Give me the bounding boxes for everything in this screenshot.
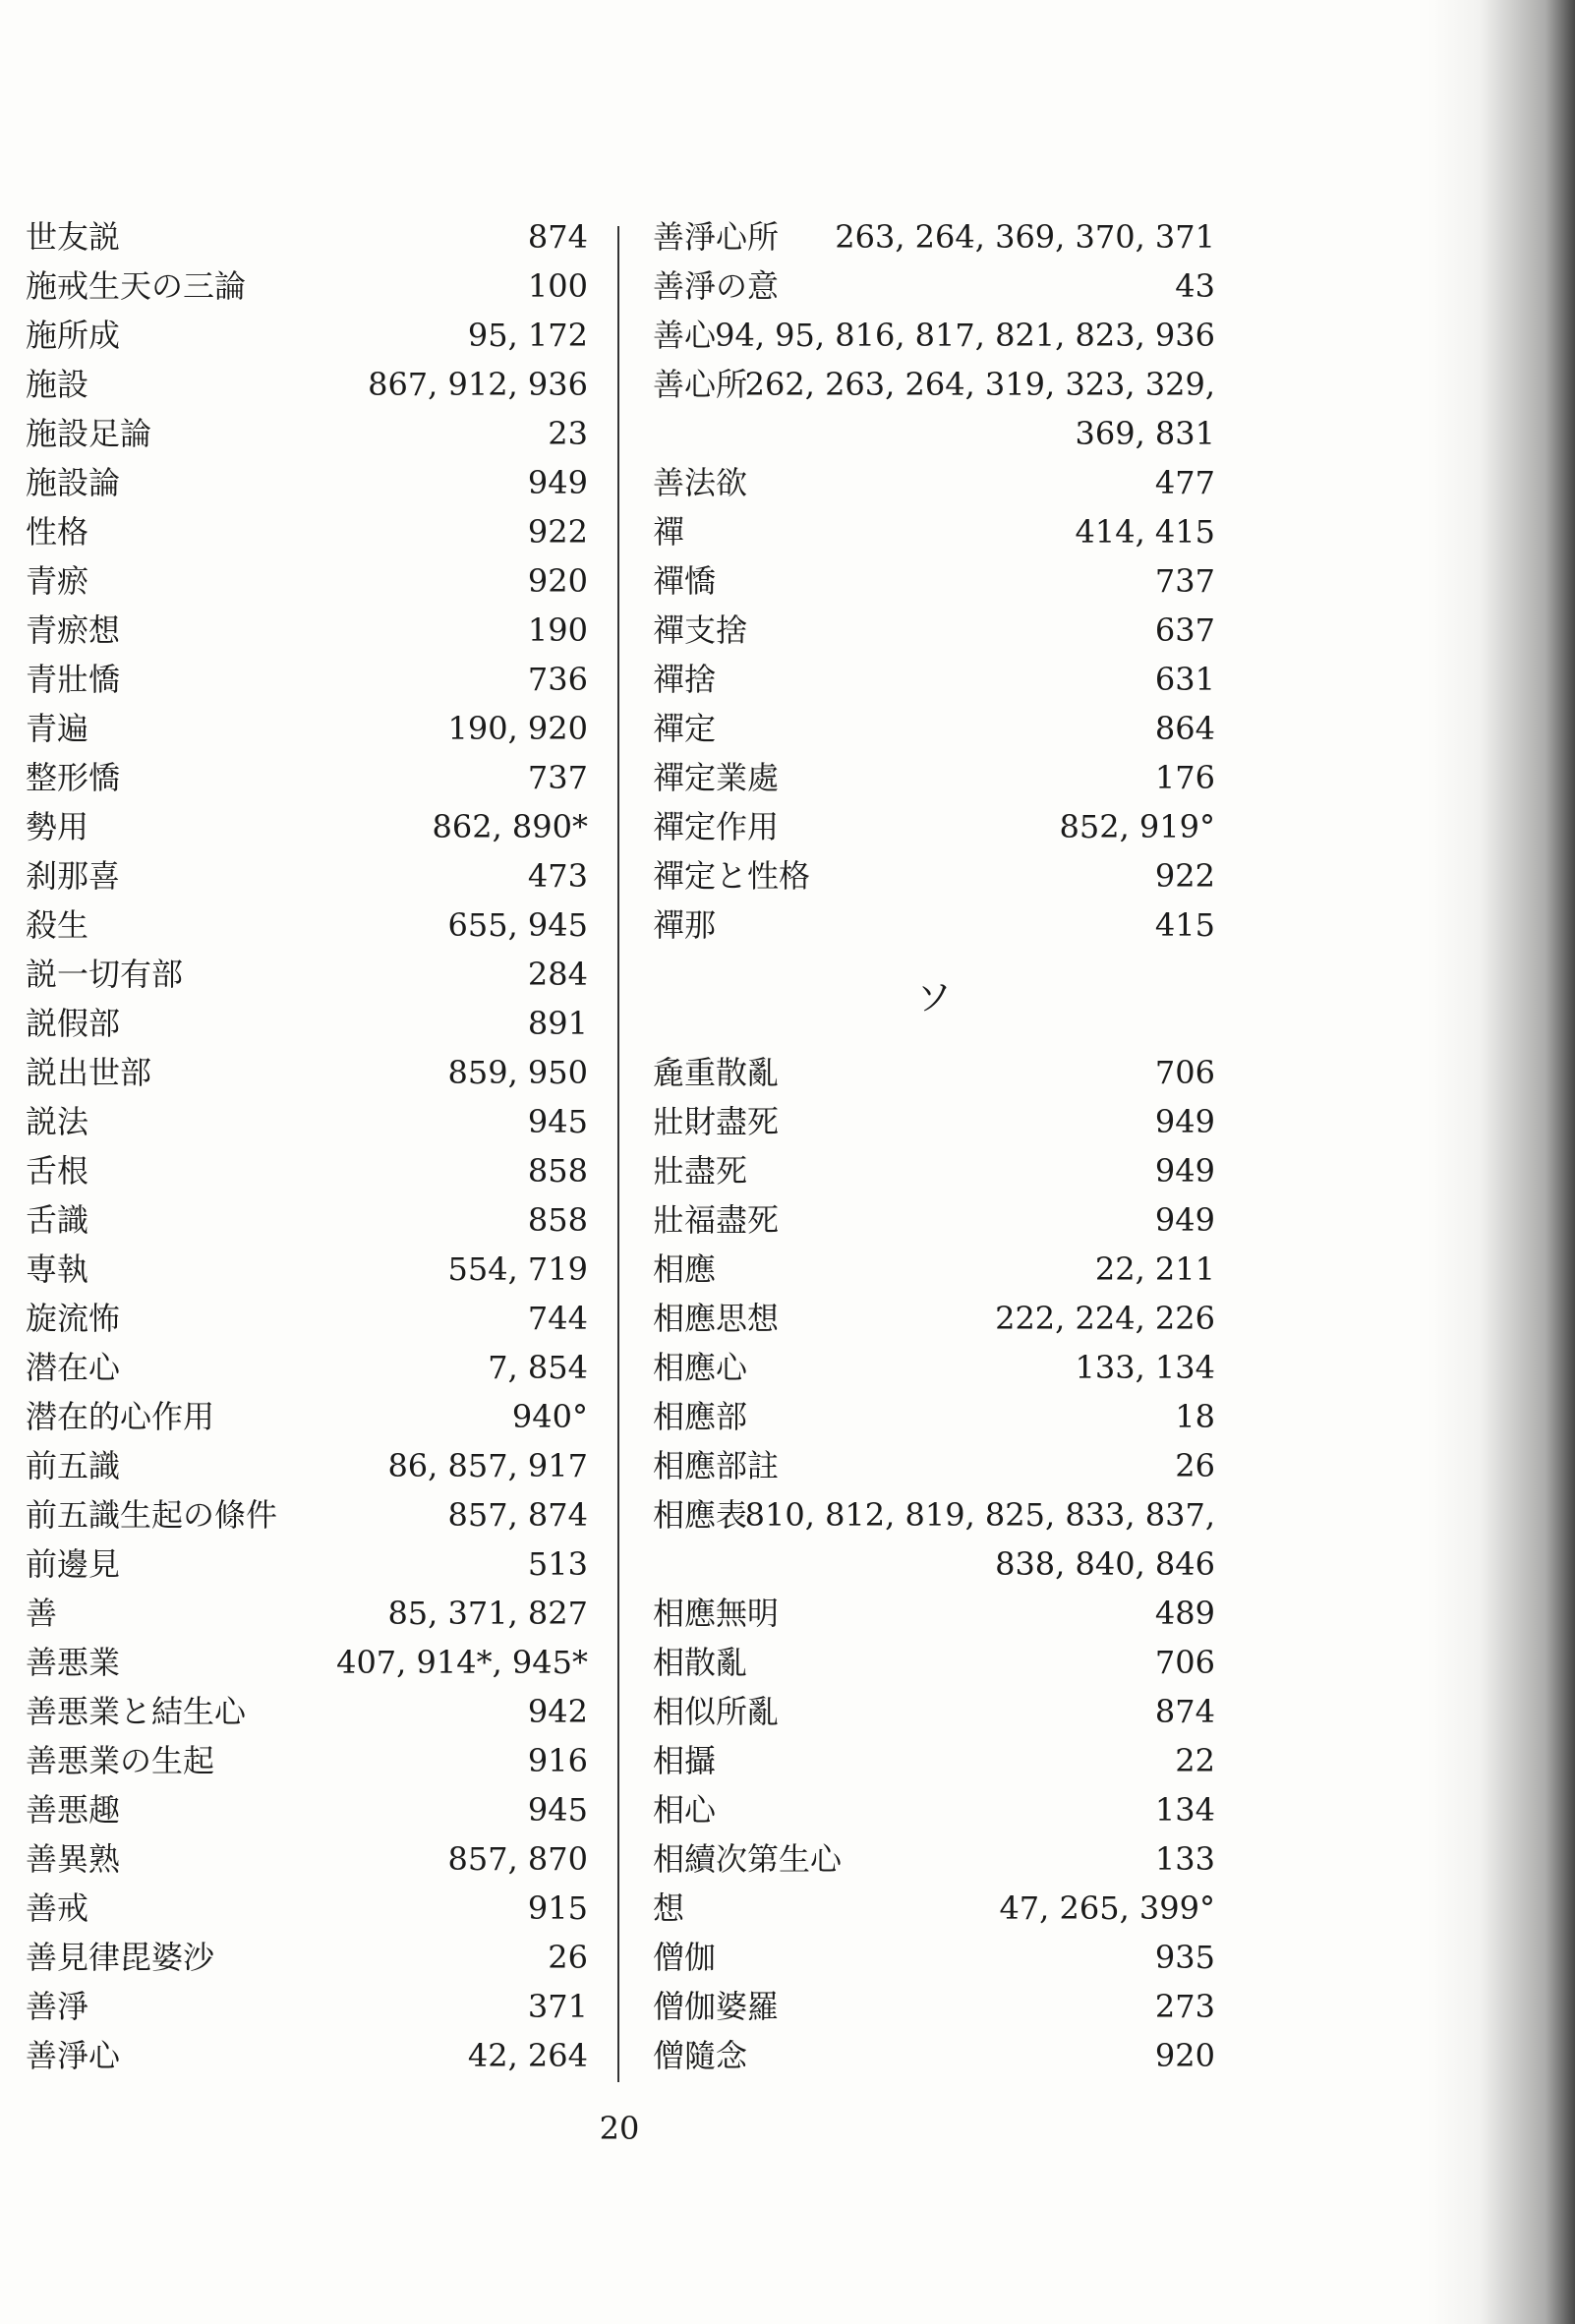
index-page-refs: 891 — [527, 1005, 588, 1042]
index-entry — [26, 1490, 588, 1540]
index-entry — [653, 1245, 1215, 1294]
index-page-refs: 43 — [1175, 267, 1215, 305]
index-entry — [653, 261, 1215, 311]
index-term: 禪支捨 — [653, 611, 748, 649]
index-entry — [653, 1589, 1215, 1638]
index-entry — [653, 1441, 1215, 1490]
index-term: 壯福盡死 — [653, 1201, 780, 1239]
index-term: 青壯憍 — [26, 661, 121, 698]
index-term: 善悪業と結生心 — [26, 1693, 247, 1730]
index-page-refs: 852, 919° — [1059, 808, 1215, 845]
index-page-refs: 133, 134 — [1075, 1349, 1215, 1386]
index-term: 相應部 — [653, 1398, 748, 1435]
index-page-refs: 945 — [527, 1791, 588, 1829]
index-page-refs: 371 — [527, 1988, 588, 2025]
index-entry — [26, 851, 588, 901]
index-term: 施設論 — [26, 464, 121, 501]
index-page-refs: 737 — [1154, 562, 1215, 600]
index-term: 説法 — [26, 1103, 89, 1140]
index-entry — [26, 212, 588, 261]
index-page-refs: 922 — [527, 513, 588, 551]
index-entry — [26, 311, 588, 360]
index-term: 相應思想 — [653, 1300, 780, 1337]
index-page-refs: 858 — [527, 1152, 588, 1190]
index-page-refs: 513 — [527, 1545, 588, 1583]
index-entry — [26, 1441, 588, 1490]
index-page-refs: 284 — [527, 956, 588, 993]
index-page-refs: 473 — [527, 857, 588, 895]
index-term: 善見律毘婆沙 — [26, 1939, 215, 1976]
index-entry — [26, 1933, 588, 1982]
index-page-refs: 26 — [1175, 1447, 1215, 1484]
index-page-refs: 263, 264, 369, 370, 371 — [835, 218, 1215, 256]
index-term: 相散亂 — [653, 1644, 748, 1681]
index-page-refs: 862, 890* — [432, 808, 588, 845]
index-term: 説出世部 — [26, 1054, 152, 1091]
index-page-refs: 706 — [1154, 1644, 1215, 1681]
index-page-refs: 945 — [527, 1103, 588, 1140]
index-entry — [653, 704, 1215, 753]
index-term: 禪憍 — [653, 562, 717, 600]
index-page-refs: 18 — [1175, 1398, 1215, 1435]
index-term: 青瘀想 — [26, 611, 121, 649]
index-entry — [26, 1294, 588, 1343]
index-term: 相應表 — [653, 1496, 748, 1534]
index-term: 前五識 — [26, 1447, 121, 1484]
index-page-refs: 810, 812, 819, 825, 833, 837, — [744, 1496, 1215, 1534]
index-entry — [26, 1097, 588, 1146]
index-entry — [653, 212, 1215, 261]
index-term: 施戒生天の三論 — [26, 267, 247, 305]
index-entry — [653, 1146, 1215, 1195]
index-page-refs: 838, 840, 846 — [995, 1545, 1215, 1583]
index-page-refs: 915 — [527, 1889, 588, 1927]
index-page-refs: 477 — [1154, 464, 1215, 501]
index-term: 善淨の意 — [653, 267, 780, 305]
index-page-refs: 949 — [1154, 1201, 1215, 1239]
index-entry — [653, 1490, 1215, 1540]
index-entry — [26, 655, 588, 704]
index-term: 前邊見 — [26, 1545, 121, 1583]
index-page-refs: 190, 920 — [447, 710, 588, 747]
index-term: 相應無明 — [653, 1595, 780, 1632]
index-term: 善悪業の生起 — [26, 1742, 215, 1779]
index-term: 整形憍 — [26, 759, 121, 796]
index-term: 世友説 — [26, 218, 121, 256]
index-entry — [653, 1785, 1215, 1834]
index-page-refs: 26 — [548, 1939, 588, 1976]
index-term: 善悪業 — [26, 1644, 121, 1681]
index-entry — [26, 409, 588, 458]
index-term: 善戒 — [26, 1889, 89, 1927]
index-page-refs: 867, 912, 936 — [368, 366, 588, 403]
index-entry — [26, 1736, 588, 1785]
index-term: 善法欲 — [653, 464, 748, 501]
index-page-refs: 920 — [527, 562, 588, 600]
index-term: 禪定作用 — [653, 808, 780, 845]
index-term: 禪 — [653, 513, 685, 551]
index-entry — [26, 1638, 588, 1687]
index-term: 善淨心 — [26, 2037, 121, 2074]
index-term: 相似所亂 — [653, 1693, 780, 1730]
index-page-refs: 133 — [1154, 1840, 1215, 1878]
index-entry — [26, 1343, 588, 1392]
index-entry — [653, 1884, 1215, 1933]
index-page-refs: 489 — [1154, 1595, 1215, 1632]
index-entry — [653, 1540, 1215, 1589]
page-number: 20 — [599, 2110, 640, 2147]
index-page-refs: 631 — [1154, 661, 1215, 698]
index-term: 善悪趣 — [26, 1791, 121, 1829]
index-term: 青遍 — [26, 710, 89, 747]
index-entry — [653, 655, 1215, 704]
index-entry — [26, 1048, 588, 1097]
index-entry — [653, 409, 1215, 458]
index-entry — [653, 802, 1215, 851]
index-page-refs: 7, 854 — [488, 1349, 588, 1386]
index-term: 舌根 — [26, 1152, 89, 1190]
index-entry — [26, 1146, 588, 1195]
index-page-refs: 86, 857, 917 — [387, 1447, 588, 1484]
index-term: 相心 — [653, 1791, 717, 1829]
index-entry — [653, 1097, 1215, 1146]
index-term: 相續次第生心 — [653, 1840, 843, 1878]
index-entry — [26, 261, 588, 311]
index-term: 専執 — [26, 1250, 89, 1288]
index-term: 善淨 — [26, 1988, 89, 2025]
index-page-refs: 222, 224, 226 — [995, 1300, 1215, 1337]
index-entry — [26, 999, 588, 1048]
index-term: 壯財盡死 — [653, 1103, 780, 1140]
index-page-refs: 369, 831 — [1075, 415, 1215, 452]
index-entry — [653, 606, 1215, 655]
index-entry — [26, 704, 588, 753]
index-entry — [26, 1834, 588, 1884]
index-column-left — [26, 212, 588, 2080]
index-entry — [653, 1834, 1215, 1884]
index-entry — [653, 556, 1215, 606]
index-page-refs: 22, 211 — [1094, 1250, 1215, 1288]
index-entry — [26, 1982, 588, 2031]
index-entry — [26, 1687, 588, 1736]
index-page-refs: 190 — [527, 611, 588, 649]
index-term: 想 — [653, 1889, 685, 1927]
index-entry — [26, 1392, 588, 1441]
index-term: 僧伽 — [653, 1939, 717, 1976]
index-term: 壯盡死 — [653, 1152, 748, 1190]
index-entry — [653, 1294, 1215, 1343]
index-entry — [26, 1785, 588, 1834]
column-divider — [617, 226, 619, 2082]
index-page-refs: 864 — [1154, 710, 1215, 747]
index-term: 禪捨 — [653, 661, 717, 698]
index-term: 禪那 — [653, 906, 717, 944]
index-term: 禪定 — [653, 710, 717, 747]
index-entry — [26, 606, 588, 655]
index-entry — [653, 901, 1215, 950]
index-term: 殺生 — [26, 906, 89, 944]
index-page-refs: 273 — [1154, 1988, 1215, 2025]
index-term: 相攝 — [653, 1742, 717, 1779]
index-group-right-bottom — [653, 1048, 1215, 2080]
scanned-page-edge — [1428, 0, 1575, 2324]
index-term: 善異熟 — [26, 1840, 121, 1878]
index-page-refs: 736 — [527, 661, 588, 698]
index-page-refs: 744 — [527, 1300, 588, 1337]
index-term: 性格 — [26, 513, 89, 551]
index-page-refs: 85, 371, 827 — [387, 1595, 588, 1632]
index-entry — [653, 1048, 1215, 1097]
index-entry — [653, 1736, 1215, 1785]
index-entry — [26, 1245, 588, 1294]
index-term: 施設足論 — [26, 415, 152, 452]
index-entry — [26, 950, 588, 999]
index-page-refs: 637 — [1154, 611, 1215, 649]
index-term: 相應心 — [653, 1349, 748, 1386]
section-heading: ソ — [915, 978, 952, 1018]
index-entry — [653, 1638, 1215, 1687]
index-entry — [653, 851, 1215, 901]
index-entry — [653, 1343, 1215, 1392]
index-page-refs: 262, 263, 264, 319, 323, 329, — [744, 366, 1215, 403]
index-term: 前五識生起の條件 — [26, 1496, 278, 1534]
index-page-refs: 859, 950 — [447, 1054, 588, 1091]
index-page-refs: 94, 95, 816, 817, 821, 823, 936 — [715, 317, 1215, 354]
index-entry — [653, 1687, 1215, 1736]
index-entry — [26, 556, 588, 606]
index-page-refs: 737 — [527, 759, 588, 796]
index-page-refs: 935 — [1154, 1939, 1215, 1976]
index-page-refs: 858 — [527, 1201, 588, 1239]
index-page-refs: 134 — [1154, 1791, 1215, 1829]
index-term: 刹那喜 — [26, 857, 121, 895]
index-term: 僧隨念 — [653, 2037, 748, 2074]
index-group-right-top — [653, 212, 1215, 950]
index-page-refs: 857, 874 — [447, 1496, 588, 1534]
index-entry — [653, 753, 1215, 802]
index-page-refs: 920 — [1154, 2037, 1215, 2074]
index-page-refs: 554, 719 — [447, 1250, 588, 1288]
index-term: 禪定と性格 — [653, 857, 811, 895]
index-page-refs: 857, 870 — [447, 1840, 588, 1878]
index-term: 青瘀 — [26, 562, 89, 600]
index-page-refs: 940° — [511, 1398, 588, 1435]
index-entry — [26, 1540, 588, 1589]
index-page-refs: 407, 914*, 945* — [336, 1644, 588, 1681]
index-term: 善 — [26, 1595, 58, 1632]
index-page-refs: 874 — [1154, 1693, 1215, 1730]
index-entry — [653, 360, 1215, 409]
index-term: 禪定業處 — [653, 759, 780, 796]
index-page-refs: 942 — [527, 1693, 588, 1730]
index-term: 勢用 — [26, 808, 89, 845]
index-page-refs: 916 — [527, 1742, 588, 1779]
index-term: 説假部 — [26, 1005, 121, 1042]
index-entry — [653, 458, 1215, 507]
index-term: 施所成 — [26, 317, 121, 354]
index-entry — [653, 507, 1215, 556]
index-term: 舌識 — [26, 1201, 89, 1239]
index-page-refs: 655, 945 — [447, 906, 588, 944]
index-page-refs: 176 — [1154, 759, 1215, 796]
index-page-refs: 42, 264 — [467, 2037, 588, 2074]
index-entry — [653, 1392, 1215, 1441]
index-entry — [26, 901, 588, 950]
index-term: 麁重散亂 — [653, 1054, 780, 1091]
index-entry — [653, 2031, 1215, 2080]
index-page-refs: 949 — [1154, 1152, 1215, 1190]
index-page-refs: 415 — [1154, 906, 1215, 944]
index-entry — [653, 1195, 1215, 1245]
index-entry — [26, 1884, 588, 1933]
index-page-refs: 23 — [548, 415, 588, 452]
index-entry — [26, 458, 588, 507]
index-term: 旋流怖 — [26, 1300, 121, 1337]
index-entry — [26, 1589, 588, 1638]
index-page-refs: 100 — [527, 267, 588, 305]
index-page-refs: 949 — [1154, 1103, 1215, 1140]
index-column-right — [653, 212, 1215, 2080]
index-term: 相應 — [653, 1250, 717, 1288]
index-term: 相應部註 — [653, 1447, 780, 1484]
index-page-refs: 95, 172 — [467, 317, 588, 354]
index-entry — [26, 507, 588, 556]
index-entry — [26, 1195, 588, 1245]
index-term: 潜在心 — [26, 1349, 121, 1386]
index-page-refs: 706 — [1154, 1054, 1215, 1091]
index-page-refs: 414, 415 — [1075, 513, 1215, 551]
index-term: 善心 — [653, 317, 717, 354]
index-entry — [26, 802, 588, 851]
index-entry — [653, 311, 1215, 360]
index-term: 善淨心所 — [653, 218, 780, 256]
index-entry — [26, 360, 588, 409]
index-page-refs: 47, 265, 399° — [999, 1889, 1215, 1927]
index-term: 説一切有部 — [26, 956, 184, 993]
index-page-refs: 922 — [1154, 857, 1215, 895]
index-page-refs: 874 — [527, 218, 588, 256]
index-page-refs: 22 — [1175, 1742, 1215, 1779]
index-term: 施設 — [26, 366, 89, 403]
index-entry — [26, 753, 588, 802]
index-term: 僧伽婆羅 — [653, 1988, 780, 2025]
index-page-refs: 949 — [527, 464, 588, 501]
index-term: 善心所 — [653, 366, 748, 403]
index-entry — [26, 2031, 588, 2080]
index-term: 潜在的心作用 — [26, 1398, 215, 1435]
index-entry — [653, 1982, 1215, 2031]
index-entry — [653, 1933, 1215, 1982]
